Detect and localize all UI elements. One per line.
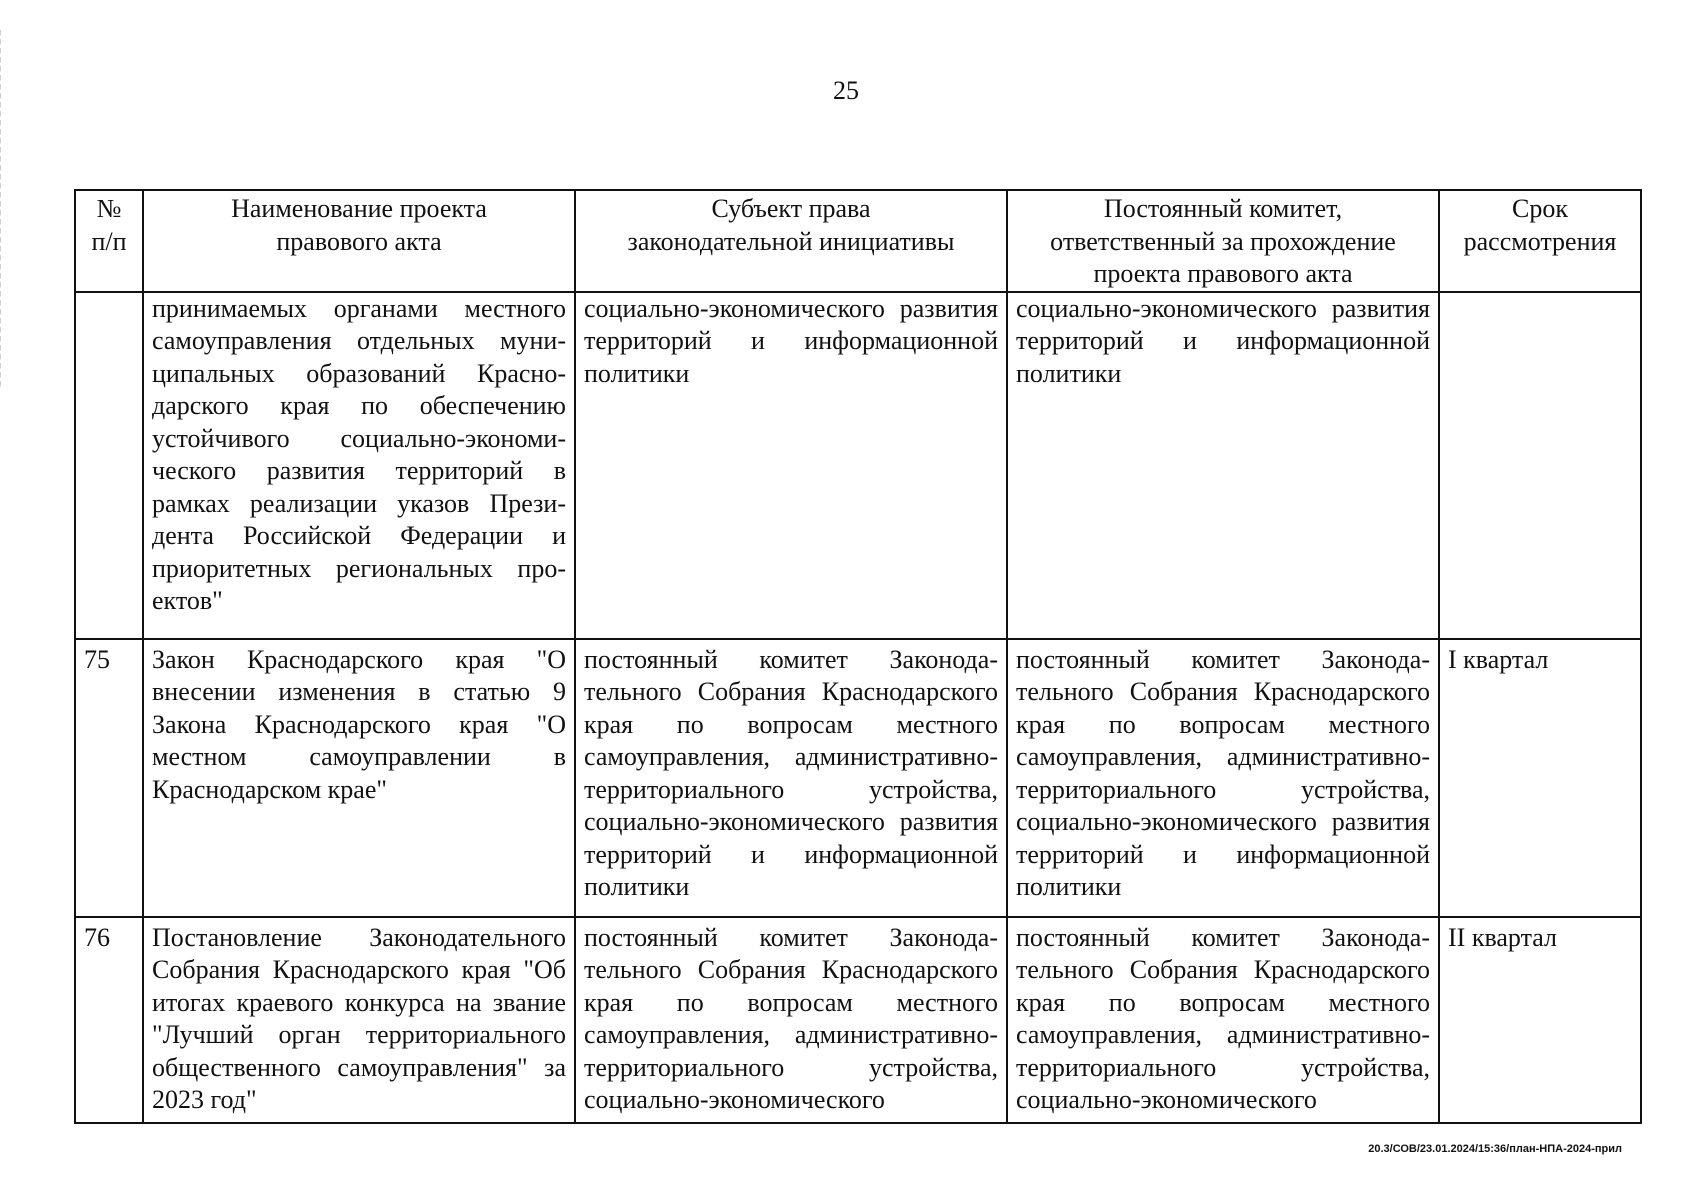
cell-act-name: Постановление Законодательного Собрания Краснодарского края "Об итогах краевого конкурса на звание "Лучший орган территориального общественного самоуправления" за 2023 год" [143, 917, 575, 1123]
cell-number [75, 292, 143, 639]
cell-committee: постоянный комитет Законодательного Собрания Краснодарского края по вопросам местного самоуправления, административно-территориального устройства, социально-экономического [1007, 917, 1439, 1123]
table-row [75, 292, 1641, 639]
table-row [75, 917, 1641, 1123]
cell-initiative-subject: постоянный комитет Законодательного Собрания Краснодарского края по вопросам местного самоуправления, административно-территориального устройства, социально-экономического развития территорий и информационной политики [575, 639, 1007, 917]
document-footer-code: 20.3/СОВ/23.01.2024/15:36/план-НПА-2024-прил [1368, 1143, 1622, 1155]
cell-number: 76 [75, 917, 143, 1123]
header-act-name: Наименование проекта правового акта [143, 190, 575, 292]
cell-initiative-subject: постоянный комитет Законодательного Собрания Краснодарского края по вопросам местного самоуправления, административно-территориального устройства, социально-экономического [575, 917, 1007, 1123]
cell-number: 75 [75, 639, 143, 917]
cell-term [1439, 292, 1641, 639]
cell-act-name: принимаемых органами местного самоуправления отдельных муниципальных образований Краснодарского края по обеспечению устойчивого социально-экономического развития территорий в рамках реализации указов Президента Российской Федерации и приоритетных региональных проектов" [143, 292, 575, 639]
table-row [75, 639, 1641, 917]
header-term: Срок рассмотрения [1439, 190, 1641, 292]
cell-term: I квартал [1439, 639, 1641, 917]
cell-act-name: Закон Краснодарского края "О внесении изменения в статью 9 Закона Краснодарского края "О местном самоуправлении в Краснодарском крае" [143, 639, 575, 917]
header-initiative-subject: Субъект права законодательной инициативы [575, 190, 1007, 292]
cell-term: II квартал [1439, 917, 1641, 1123]
cell-initiative-subject: социально-экономического развития территорий и информационной политики [575, 292, 1007, 639]
header-number: № п/п [75, 190, 143, 292]
cell-committee: постоянный комитет Законодательного Собрания Краснодарского края по вопросам местного самоуправления, административно-территориального устройства, социально-экономического развития территорий и информационной политики [1007, 639, 1439, 917]
cell-committee: социально-экономического развития территорий и информационной политики [1007, 292, 1439, 639]
table-header-row [75, 190, 1641, 292]
header-committee: Постоянный комитет, ответственный за прохождение проекта правового акта [1007, 190, 1439, 292]
page-number: 25 [833, 76, 859, 105]
legislative-plan-table [74, 189, 1642, 1124]
